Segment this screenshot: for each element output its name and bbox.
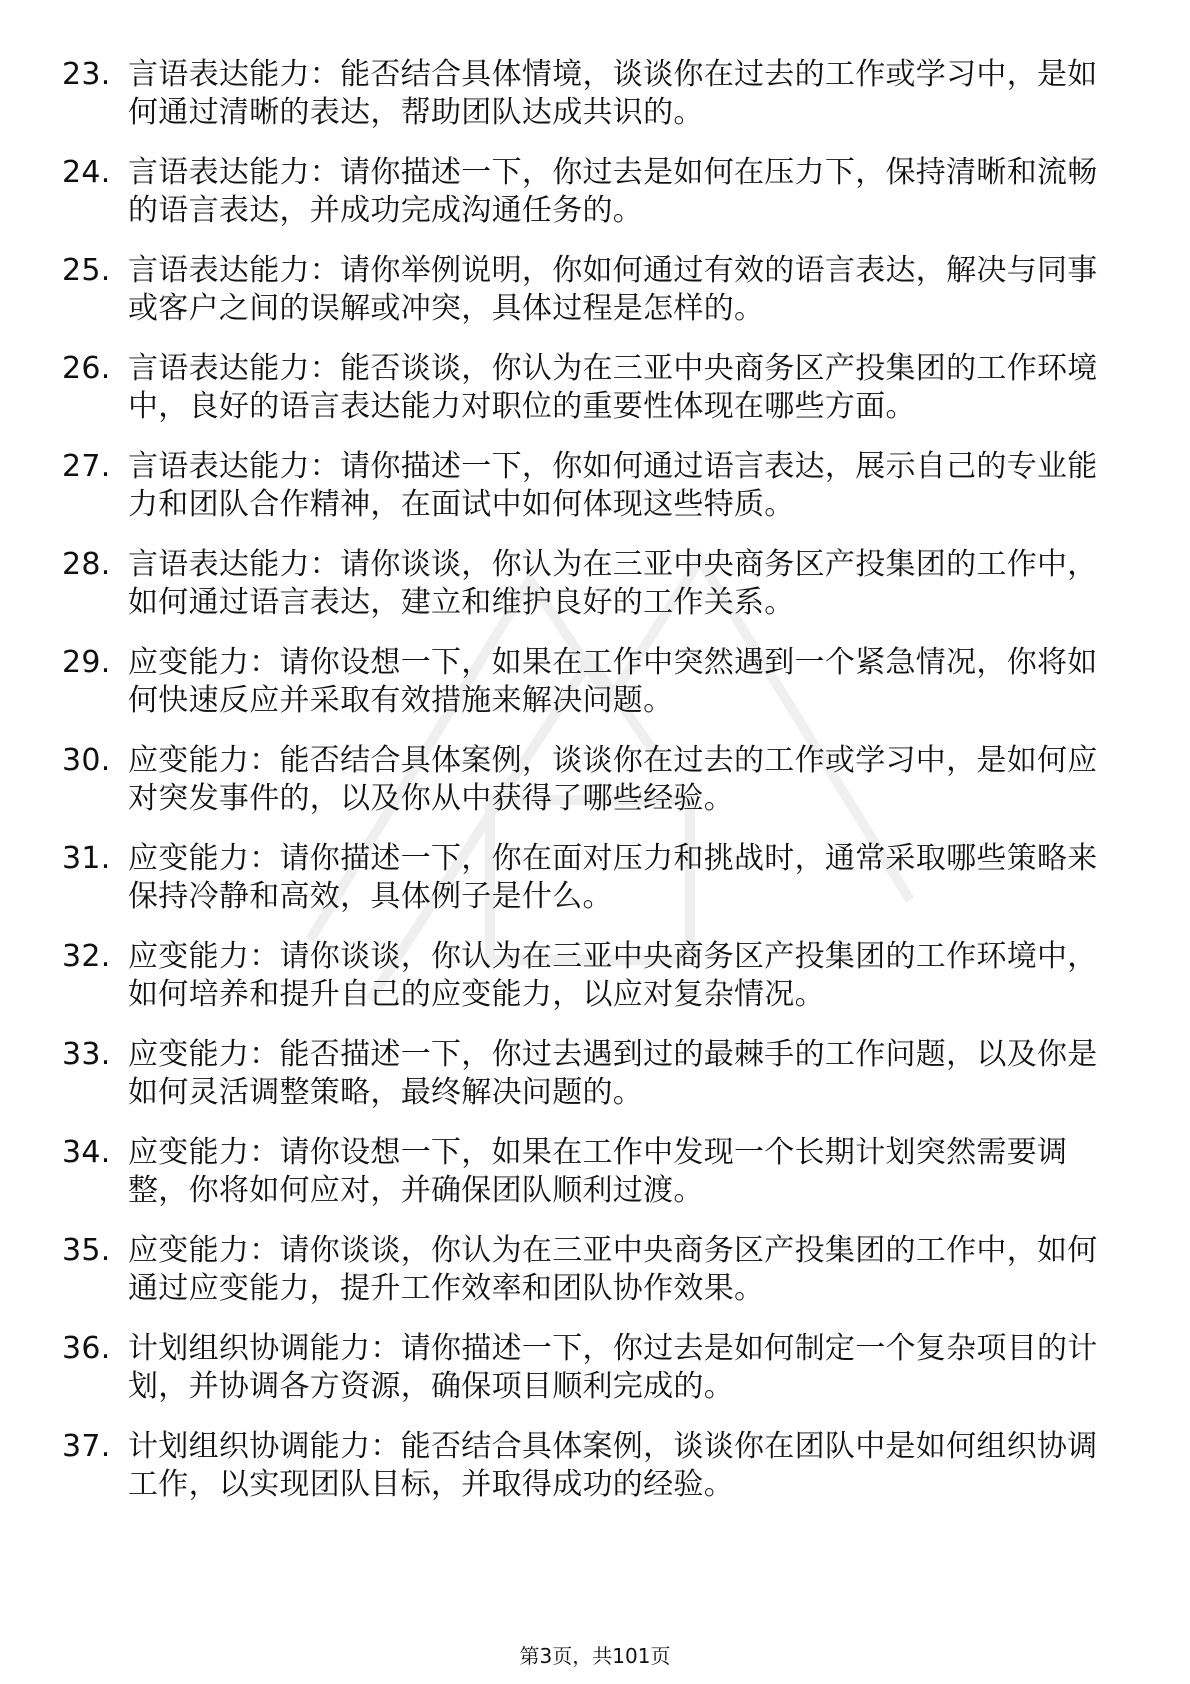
- question-number: 25.: [62, 253, 111, 288]
- question-item: [62, 742, 1112, 818]
- question-item: [62, 1428, 1112, 1504]
- question-text: 言语表达能力：请你举例说明，你如何通过有效的语言表达，解决与同事或客户之间的误解或冲突，具体过程是怎样的。: [128, 253, 1098, 326]
- question-number: 30.: [62, 743, 111, 778]
- question-list: [62, 56, 1112, 1526]
- question-number: 24.: [62, 155, 111, 190]
- question-text: 言语表达能力：能否结合具体情境，谈谈你在过去的工作或学习中，是如何通过清晰的表达，帮助团队达成共识的。: [128, 57, 1098, 130]
- question-text: 应变能力：请你设想一下，如果在工作中突然遇到一个紧急情况，你将如何快速反应并采取有效措施来解决问题。: [128, 645, 1098, 718]
- page-number-label: 第3页，共101页: [519, 1644, 671, 1668]
- page-footer: [0, 1640, 1190, 1669]
- question-text: 言语表达能力：请你谈谈，你认为在三亚中央商务区产投集团的工作中，如何通过语言表达，建立和维护良好的工作关系。: [128, 547, 1098, 620]
- question-number: 31.: [62, 841, 111, 876]
- question-text: 言语表达能力：请你描述一下，你过去是如何在压力下，保持清晰和流畅的语言表达，并成功完成沟通任务的。: [128, 155, 1098, 228]
- question-item: [62, 448, 1112, 524]
- question-number: 27.: [62, 449, 111, 484]
- question-number: 35.: [62, 1233, 111, 1268]
- question-number: 32.: [62, 939, 111, 974]
- question-item: [62, 1036, 1112, 1112]
- question-text: 言语表达能力：请你描述一下，你如何通过语言表达，展示自己的专业能力和团队合作精神，在面试中如何体现这些特质。: [128, 449, 1098, 522]
- question-text: 应变能力：请你谈谈，你认为在三亚中央商务区产投集团的工作中，如何通过应变能力，提升工作效率和团队协作效果。: [128, 1233, 1098, 1306]
- question-number: 26.: [62, 351, 111, 386]
- question-item: [62, 644, 1112, 720]
- question-item: [62, 938, 1112, 1014]
- question-item: [62, 1232, 1112, 1308]
- question-item: [62, 350, 1112, 426]
- question-item: [62, 840, 1112, 916]
- question-text: 言语表达能力：能否谈谈，你认为在三亚中央商务区产投集团的工作环境中，良好的语言表达能力对职位的重要性体现在哪些方面。: [128, 351, 1098, 424]
- question-text: 应变能力：请你设想一下，如果在工作中发现一个长期计划突然需要调整，你将如何应对，并确保团队顺利过渡。: [128, 1135, 1068, 1208]
- question-number: 29.: [62, 645, 111, 680]
- question-number: 36.: [62, 1331, 111, 1366]
- question-text: 应变能力：能否描述一下，你过去遇到过的最棘手的工作问题，以及你是如何灵活调整策略，最终解决问题的。: [128, 1037, 1098, 1110]
- question-item: [62, 56, 1112, 132]
- question-text: 应变能力：能否结合具体案例，谈谈你在过去的工作或学习中，是如何应对突发事件的，以及你从中获得了哪些经验。: [128, 743, 1098, 816]
- question-item: [62, 546, 1112, 622]
- question-text: 应变能力：请你谈谈，你认为在三亚中央商务区产投集团的工作环境中，如何培养和提升自己的应变能力，以应对复杂情况。: [128, 939, 1098, 1012]
- question-number: 23.: [62, 57, 111, 92]
- question-text: 应变能力：请你描述一下，你在面对压力和挑战时，通常采取哪些策略来保持冷静和高效，具体例子是什么。: [128, 841, 1098, 914]
- question-text: 计划组织协调能力：请你描述一下，你过去是如何制定一个复杂项目的计划，并协调各方资源，确保项目顺利完成的。: [128, 1331, 1098, 1404]
- question-item: [62, 154, 1112, 230]
- question-number: 34.: [62, 1135, 111, 1170]
- question-text: 计划组织协调能力：能否结合具体案例，谈谈你在团队中是如何组织协调工作，以实现团队目标，并取得成功的经验。: [128, 1429, 1098, 1502]
- question-item: [62, 1330, 1112, 1406]
- question-number: 37.: [62, 1429, 111, 1464]
- question-number: 28.: [62, 547, 111, 582]
- question-item: [62, 1134, 1112, 1210]
- question-item: [62, 252, 1112, 328]
- question-number: 33.: [62, 1037, 111, 1072]
